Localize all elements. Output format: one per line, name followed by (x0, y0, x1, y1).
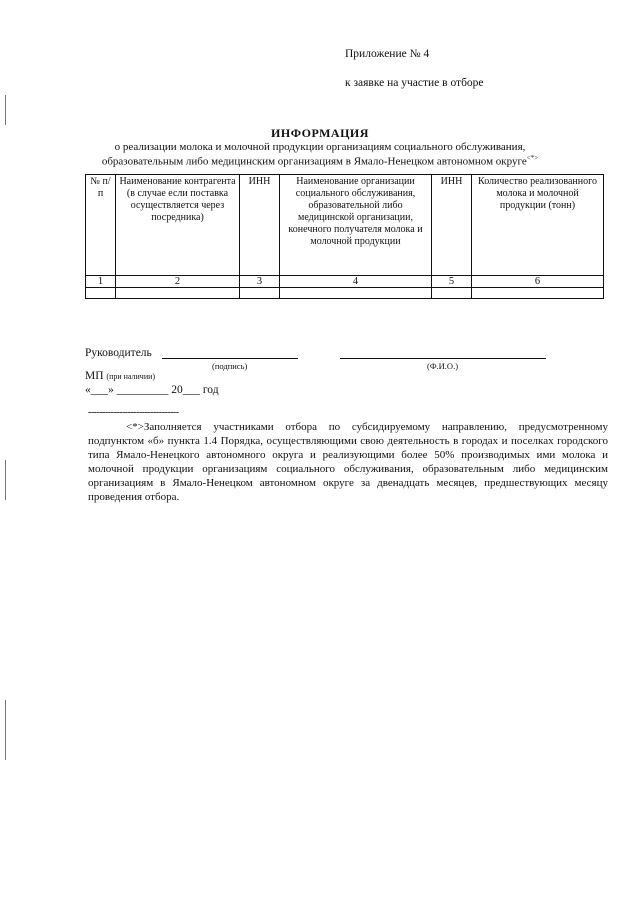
table-header-row (86, 175, 604, 276)
information-table (85, 174, 604, 299)
table-cell: 3 (240, 276, 280, 288)
table-cell: 5 (432, 276, 472, 288)
stamp-place (85, 370, 155, 382)
table-cell (432, 288, 472, 299)
footnote-marker: <*> (526, 154, 539, 162)
column-header-recipient: Наименование организации социального обслуживания, образовательной либо медицинской организации, конечного получателя молока и молочной продукции (280, 175, 432, 276)
signature-caption: (подпись) (212, 361, 248, 371)
table-row-column-numbers (86, 276, 604, 288)
footnote-text: <*>Заполняется участниками отбора по субсидируемому направлению, предусмотренному подпунктом «б» пункта 1.4 Порядка, осуществляющими свою деятельность в городах и поселках городского типа Ямало-Ненецкого автономного округа и реализующими более 50% производимых ими молока и молочной продукции организациям социального обслуживания, образовательным либо медицинским организациям в Ямало-Ненецком автономном округе за двенадцать месяцев, предшествующих месяцу проведения отбора. (88, 421, 608, 503)
date-line: «___» _________ 20___ год (85, 384, 219, 396)
table-cell: 4 (280, 276, 432, 288)
table-cell: 2 (116, 276, 240, 288)
full-name-line (340, 358, 546, 359)
column-header-number: № п/п (86, 175, 116, 276)
document-subtitle-line1: о реализации молока и молочной продукции организациям социального обслуживания, (114, 141, 526, 153)
table-row-empty (86, 288, 604, 299)
table-cell (240, 288, 280, 299)
table-cell (280, 288, 432, 299)
stamp-note: (при наличии) (106, 372, 156, 381)
signature-line (162, 358, 298, 359)
table-cell (86, 288, 116, 299)
table-cell (116, 288, 240, 299)
column-header-inn: ИНН (432, 175, 472, 276)
scan-edge-mark (5, 700, 6, 760)
column-header-inn: ИНН (240, 175, 280, 276)
table-cell (472, 288, 604, 299)
table-cell: 6 (472, 276, 604, 288)
scan-edge-mark (5, 460, 6, 500)
subtitle-line2-text: образовательным либо медицинским организациям в Ямало-Ненецком автономном округе (101, 155, 527, 168)
footnote-separator: -------------------------------- (88, 407, 179, 418)
column-header-quantity: Количество реализованного молока и молочной продукции (тонн) (472, 175, 604, 276)
appendix-number: Приложение № 4 (345, 48, 430, 60)
full-name-caption: (Ф.И.О.) (427, 361, 459, 371)
document-subtitle-line2 (0, 154, 640, 168)
scan-edge-mark (5, 95, 6, 125)
appendix-subtitle: к заявке на участие в отборе (345, 77, 484, 89)
document-title: ИНФОРМАЦИЯ (271, 126, 369, 140)
stamp-label: МП (85, 370, 104, 382)
head-signature-label: Руководитель (85, 347, 152, 359)
table-cell: 1 (86, 276, 116, 288)
column-header-contractor: Наименование контрагента (в случае если поставка осуществляется через посредника) (116, 175, 240, 276)
